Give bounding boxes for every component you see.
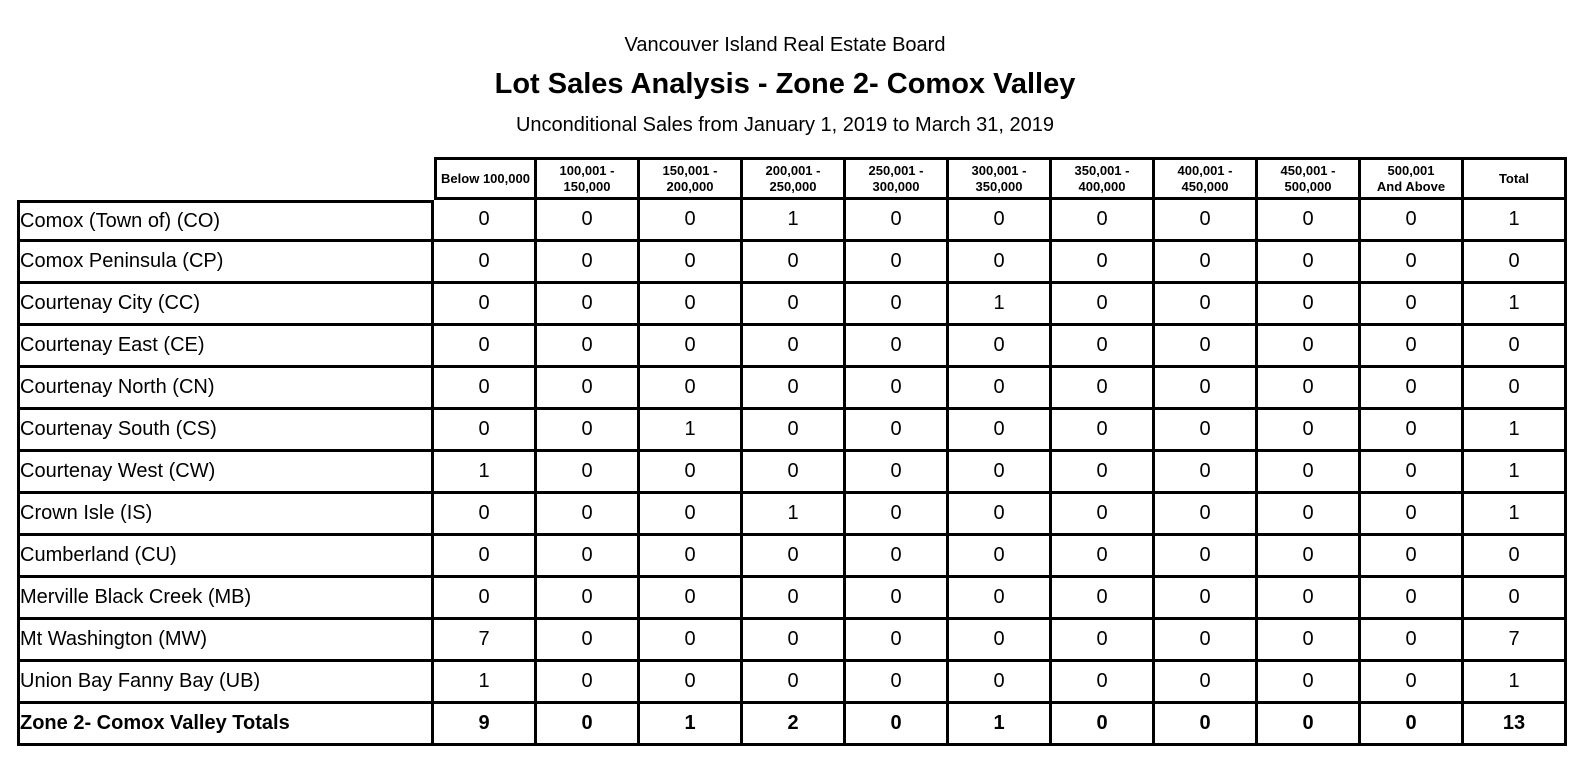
col-header-250001-300000 — [846, 157, 949, 200]
row-total-cell: 1 — [1464, 452, 1567, 494]
sales-count-cell: 0 — [949, 410, 1052, 452]
col-header-150001-200000 — [640, 157, 743, 200]
sales-count-cell: 0 — [1052, 494, 1155, 536]
sales-count-cell: 0 — [949, 620, 1052, 662]
sales-count-cell: 0 — [537, 410, 640, 452]
sales-count-cell: 0 — [743, 620, 846, 662]
col-header-line1: 450,001 - — [1280, 162, 1336, 178]
sales-count-cell: 0 — [1155, 620, 1258, 662]
col-header-line2: 250,000 — [769, 178, 817, 194]
column-total-cell: 0 — [1155, 704, 1258, 746]
sales-count-cell: 0 — [1361, 536, 1464, 578]
sales-count-cell: 0 — [743, 284, 846, 326]
column-total-cell: 0 — [1361, 704, 1464, 746]
sales-count-cell: 0 — [1155, 662, 1258, 704]
area-name: Courtenay North (CN) — [17, 368, 434, 410]
area-name: Comox Peninsula (CP) — [17, 242, 434, 284]
sales-count-cell: 1 — [949, 284, 1052, 326]
sales-count-cell: 0 — [846, 326, 949, 368]
sales-count-cell: 0 — [1052, 410, 1155, 452]
col-header-line1: 400,001 - — [1177, 162, 1233, 178]
sales-count-cell: 0 — [1052, 578, 1155, 620]
sales-count-cell: 0 — [1361, 326, 1464, 368]
sales-count-cell: 0 — [846, 620, 949, 662]
sales-count-cell: 0 — [1155, 368, 1258, 410]
sales-count-cell: 0 — [537, 662, 640, 704]
sales-count-cell: 0 — [743, 410, 846, 452]
col-header-400001-450000 — [1155, 157, 1258, 200]
area-name: Courtenay City (CC) — [17, 284, 434, 326]
row-total-cell: 0 — [1464, 368, 1567, 410]
area-name: Courtenay South (CS) — [17, 410, 434, 452]
col-header-line1: 100,001 - — [559, 162, 615, 178]
sales-count-cell: 0 — [1361, 494, 1464, 536]
header-row — [17, 157, 1567, 200]
sales-count-cell: 0 — [640, 326, 743, 368]
sales-count-cell: 0 — [434, 410, 537, 452]
column-total-cell: 9 — [434, 704, 537, 746]
sales-count-cell: 0 — [434, 536, 537, 578]
sales-count-cell: 0 — [1361, 242, 1464, 284]
sales-count-cell: 0 — [743, 452, 846, 494]
sales-count-cell: 0 — [1361, 452, 1464, 494]
sales-count-cell: 0 — [640, 452, 743, 494]
col-header-450001-500000 — [1258, 157, 1361, 200]
col-header-line2: 200,000 — [666, 178, 714, 194]
col-header-line1: 300,001 - — [971, 162, 1027, 178]
sales-count-cell: 0 — [949, 200, 1052, 242]
table-row — [17, 200, 1567, 242]
sales-count-cell: 0 — [1155, 494, 1258, 536]
sales-count-cell: 0 — [1361, 662, 1464, 704]
sales-count-cell: 0 — [1361, 284, 1464, 326]
sales-count-cell: 1 — [640, 410, 743, 452]
sales-count-cell: 0 — [434, 578, 537, 620]
sales-count-cell: 0 — [1052, 284, 1155, 326]
row-total-cell: 7 — [1464, 620, 1567, 662]
col-header-line1: 150,001 - — [662, 162, 718, 178]
area-name: Merville Black Creek (MB) — [17, 578, 434, 620]
sales-count-cell: 0 — [743, 368, 846, 410]
sales-count-cell: 0 — [1258, 452, 1361, 494]
sales-count-cell: 0 — [537, 620, 640, 662]
sales-count-cell: 0 — [1155, 578, 1258, 620]
table-row — [17, 242, 1567, 284]
sales-count-cell: 0 — [1155, 284, 1258, 326]
sales-count-cell: 0 — [1258, 662, 1361, 704]
sales-count-cell: 0 — [537, 326, 640, 368]
col-header-line1: Below 100,000 — [441, 170, 530, 186]
table-row — [17, 410, 1567, 452]
sales-count-cell: 0 — [537, 284, 640, 326]
sales-count-cell: 0 — [1258, 326, 1361, 368]
sales-count-cell: 0 — [1052, 452, 1155, 494]
sales-count-cell: 0 — [1258, 578, 1361, 620]
table-row — [17, 326, 1567, 368]
sales-count-cell: 0 — [743, 662, 846, 704]
sales-count-cell: 0 — [1258, 494, 1361, 536]
sales-count-cell: 0 — [846, 536, 949, 578]
sales-count-cell: 0 — [537, 494, 640, 536]
sales-count-cell: 0 — [1258, 200, 1361, 242]
row-total-cell: 1 — [1464, 284, 1567, 326]
column-total-cell: 0 — [537, 704, 640, 746]
sales-count-cell: 0 — [1361, 620, 1464, 662]
grand-total-cell: 13 — [1464, 704, 1567, 746]
sales-count-cell: 0 — [434, 368, 537, 410]
sales-count-cell: 0 — [1052, 620, 1155, 662]
col-header-line2: 400,000 — [1078, 178, 1126, 194]
sales-count-cell: 0 — [949, 368, 1052, 410]
row-total-cell: 0 — [1464, 326, 1567, 368]
sales-count-cell: 0 — [434, 200, 537, 242]
sales-count-cell: 0 — [949, 536, 1052, 578]
col-header-100001-150000 — [537, 157, 640, 200]
col-header-below-100000 — [434, 157, 537, 200]
area-name: Cumberland (CU) — [17, 536, 434, 578]
area-name: Union Bay Fanny Bay (UB) — [17, 662, 434, 704]
sales-count-cell: 0 — [949, 662, 1052, 704]
sales-count-cell: 0 — [846, 662, 949, 704]
sales-count-cell: 0 — [640, 620, 743, 662]
sales-count-cell: 0 — [1258, 242, 1361, 284]
sales-count-cell: 0 — [537, 368, 640, 410]
col-header-300001-350000 — [949, 157, 1052, 200]
col-header-line2: 150,000 — [563, 178, 611, 194]
table-row — [17, 284, 1567, 326]
col-header-line2: 450,000 — [1181, 178, 1229, 194]
row-total-cell: 1 — [1464, 662, 1567, 704]
sales-count-cell: 0 — [1258, 284, 1361, 326]
sales-count-cell: 0 — [1361, 410, 1464, 452]
table-row — [17, 620, 1567, 662]
sales-count-cell: 0 — [1155, 200, 1258, 242]
col-header-line1: 250,001 - — [868, 162, 924, 178]
lot-sales-table — [17, 157, 1567, 746]
col-header-line1: 350,001 - — [1074, 162, 1130, 178]
report-title: Lot Sales Analysis - Zone 2- Comox Valley — [494, 68, 1076, 100]
sales-count-cell: 0 — [1258, 410, 1361, 452]
report-subtitle: Unconditional Sales from January 1, 2019 to March 31, 2019 — [515, 114, 1055, 136]
sales-count-cell: 0 — [743, 242, 846, 284]
sales-count-cell: 0 — [1258, 536, 1361, 578]
sales-count-cell: 0 — [846, 284, 949, 326]
sales-count-cell: 0 — [949, 242, 1052, 284]
sales-count-cell: 0 — [846, 200, 949, 242]
totals-row — [17, 704, 1567, 746]
sales-count-cell: 0 — [949, 578, 1052, 620]
col-header-line2: 300,000 — [872, 178, 920, 194]
sales-count-cell: 0 — [640, 200, 743, 242]
sales-count-cell: 0 — [537, 200, 640, 242]
column-total-cell: 0 — [1258, 704, 1361, 746]
sales-count-cell: 0 — [1052, 368, 1155, 410]
area-name: Comox (Town of) (CO) — [17, 200, 434, 242]
row-total-cell: 0 — [1464, 578, 1567, 620]
row-total-cell: 1 — [1464, 410, 1567, 452]
sales-count-cell: 0 — [537, 452, 640, 494]
sales-count-cell: 0 — [640, 662, 743, 704]
sales-count-cell: 0 — [1361, 368, 1464, 410]
sales-count-cell: 0 — [640, 242, 743, 284]
sales-count-cell: 0 — [537, 242, 640, 284]
sales-count-cell: 0 — [434, 242, 537, 284]
table-row — [17, 662, 1567, 704]
sales-count-cell: 1 — [434, 452, 537, 494]
table-body — [17, 200, 1567, 746]
sales-count-cell: 0 — [640, 284, 743, 326]
sales-count-cell: 0 — [743, 326, 846, 368]
sales-count-cell: 0 — [846, 368, 949, 410]
sales-count-cell: 0 — [434, 284, 537, 326]
sales-count-cell: 0 — [640, 578, 743, 620]
sales-count-cell: 7 — [434, 620, 537, 662]
sales-count-cell: 0 — [846, 578, 949, 620]
table-row — [17, 368, 1567, 410]
sales-count-cell: 0 — [1155, 410, 1258, 452]
sales-count-cell: 0 — [846, 410, 949, 452]
sales-count-cell: 1 — [434, 662, 537, 704]
sales-count-cell: 0 — [640, 494, 743, 536]
sales-count-cell: 0 — [1052, 662, 1155, 704]
sales-count-cell: 0 — [1361, 200, 1464, 242]
table-row — [17, 494, 1567, 536]
sales-count-cell: 0 — [434, 494, 537, 536]
row-total-cell: 0 — [1464, 242, 1567, 284]
sales-count-cell: 0 — [743, 578, 846, 620]
column-total-cell: 1 — [640, 704, 743, 746]
col-header-line2: 500,000 — [1284, 178, 1332, 194]
area-name: Courtenay West (CW) — [17, 452, 434, 494]
organization-name: Vancouver Island Real Estate Board — [624, 34, 946, 56]
sales-count-cell: 0 — [1155, 536, 1258, 578]
sales-count-cell: 0 — [1361, 578, 1464, 620]
column-total-cell: 1 — [949, 704, 1052, 746]
table-row — [17, 452, 1567, 494]
sales-count-cell: 1 — [743, 200, 846, 242]
sales-count-cell: 0 — [434, 326, 537, 368]
col-header-500001-and-above — [1361, 157, 1464, 200]
sales-count-cell: 0 — [1258, 368, 1361, 410]
sales-count-cell: 0 — [743, 536, 846, 578]
sales-count-cell: 0 — [1052, 326, 1155, 368]
sales-count-cell: 0 — [949, 452, 1052, 494]
area-name: Crown Isle (IS) — [17, 494, 434, 536]
column-total-cell: 2 — [743, 704, 846, 746]
sales-count-cell: 0 — [537, 536, 640, 578]
sales-count-cell: 0 — [1052, 536, 1155, 578]
column-total-cell: 0 — [1052, 704, 1155, 746]
column-total-cell: 0 — [846, 704, 949, 746]
sales-count-cell: 0 — [1155, 326, 1258, 368]
sales-count-cell: 0 — [949, 326, 1052, 368]
sales-count-cell: 0 — [949, 494, 1052, 536]
sales-count-cell: 1 — [743, 494, 846, 536]
col-header-350001-400000 — [1052, 157, 1155, 200]
table-row — [17, 578, 1567, 620]
col-header-200001-250000 — [743, 157, 846, 200]
sales-count-cell: 0 — [1052, 242, 1155, 284]
sales-count-cell: 0 — [537, 578, 640, 620]
area-name: Courtenay East (CE) — [17, 326, 434, 368]
sales-count-cell: 0 — [1155, 242, 1258, 284]
area-name: Mt Washington (MW) — [17, 620, 434, 662]
col-header-line2: And Above — [1376, 178, 1446, 194]
sales-count-cell: 0 — [846, 452, 949, 494]
sales-count-cell: 0 — [1052, 200, 1155, 242]
col-header-line2: 350,000 — [975, 178, 1023, 194]
sales-count-cell: 0 — [1155, 452, 1258, 494]
col-header-line1: Total — [1498, 170, 1530, 186]
header-corner — [17, 157, 434, 200]
col-header-line1: 500,001 — [1387, 162, 1435, 178]
col-header-total — [1464, 157, 1567, 200]
totals-label: Zone 2- Comox Valley Totals — [17, 704, 434, 746]
sales-count-cell: 0 — [640, 368, 743, 410]
row-total-cell: 1 — [1464, 200, 1567, 242]
sales-count-cell: 0 — [846, 242, 949, 284]
sales-count-cell: 0 — [1258, 620, 1361, 662]
sales-count-cell: 0 — [640, 536, 743, 578]
row-total-cell: 0 — [1464, 536, 1567, 578]
table-row — [17, 536, 1567, 578]
col-header-line1: 200,001 - — [765, 162, 821, 178]
row-total-cell: 1 — [1464, 494, 1567, 536]
sales-count-cell: 0 — [846, 494, 949, 536]
